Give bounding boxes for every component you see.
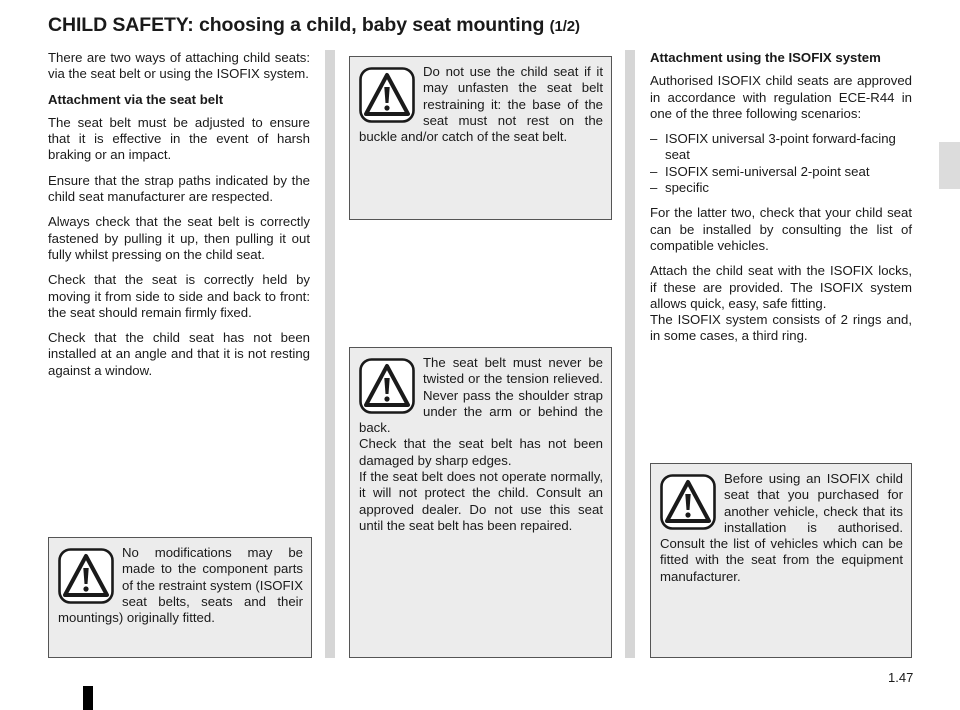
- list-marker: –: [650, 180, 658, 196]
- paragraph: Always check that the seat belt is correctly fastened by pulling it up, then pulling it out fully whilst pressing on the child seat.: [48, 214, 310, 262]
- warning-box-isofix: [650, 463, 912, 658]
- warning-box-buckle: [349, 56, 612, 220]
- list-item: [650, 164, 912, 180]
- list-item-text: ISOFIX semi-universal 2-point seat: [665, 163, 870, 179]
- paragraph: Check that the seat is correctly held by moving it from side to side and back to front: the seat should remain firmly fixed.: [48, 272, 310, 320]
- paragraph: The seat belt must be adjusted to ensure that it is effective in the event of harsh braking or an impact.: [48, 114, 310, 163]
- warning-triangle-icon: [359, 67, 415, 125]
- paragraph: Ensure that the strap paths indicated by the child seat manufacturer are respected.: [48, 172, 310, 205]
- list-marker: –: [650, 131, 658, 147]
- page-title: [48, 14, 580, 37]
- warning-triangle-icon: [660, 474, 716, 532]
- column-divider: [325, 50, 335, 658]
- column-divider: [625, 50, 635, 658]
- paragraph: Check that the child seat has not been installed at an angle and that it is not resting against a window.: [48, 330, 310, 378]
- paragraph: Attach the child seat with the ISOFIX locks, if these are provided. The ISOFIX system allows quick, easy, safe fitting.: [650, 263, 912, 311]
- intro-paragraph: Authorised ISOFIX child seats are approved in accordance with regulation ECE-R44 in one of the three following scenarios:: [650, 73, 912, 121]
- warning-text: No modifications may be made to the component parts of the restraint system (ISOFIX seat belts, seats and their mountings) originally fitted.: [58, 545, 304, 626]
- warning-text: If the seat belt does not operate normally, it will not protect the child. Consult an approved dealer. Do not use this seat until the seat belt has been repaired.: [359, 469, 603, 533]
- left-column: [48, 50, 310, 388]
- isofix-heading: Attachment using the ISOFIX system: [650, 50, 881, 65]
- list-marker: –: [650, 163, 658, 179]
- warning-triangle-icon: [58, 548, 114, 606]
- warning-triangle-icon: [359, 358, 415, 416]
- list-item: [650, 180, 912, 196]
- warning-text: Do not use the child seat if it may unfasten the seat belt restraining it: the base of the seat must not rest on the buckle and/or catch of the seat belt.: [359, 64, 603, 145]
- paragraph: For the latter two, check that your child seat can be installed by consulting the list of compatible vehicles.: [650, 205, 912, 253]
- warning-text: Before using an ISOFIX child seat that you purchased for another vehicle, check that its installation is authorised. Consult the list of vehicles which can be fitted with the seat from the equipment manufacturer.: [660, 471, 903, 584]
- title-part: (1/2): [549, 18, 580, 35]
- right-column: [650, 50, 912, 354]
- warning-box-seat-belt: [349, 347, 612, 658]
- warning-text: Check that the seat belt has not been damaged by sharp edges.: [359, 436, 603, 468]
- list-item: [650, 131, 912, 164]
- page-number: 1.47: [888, 670, 914, 685]
- list-item-text: ISOFIX universal 3-point forward-facing seat: [665, 131, 896, 163]
- corner-marker: [83, 686, 93, 710]
- warning-box-modifications: [48, 537, 312, 658]
- list-item-text: specific: [665, 180, 709, 196]
- section-tab: [939, 142, 960, 189]
- seat-belt-heading: Attachment via the seat belt: [48, 91, 224, 107]
- intro-paragraph: There are two ways of attaching child seats: via the seat belt or using the ISOFIX system.: [48, 50, 310, 82]
- scenario-list: [650, 131, 912, 196]
- paragraph: The ISOFIX system consists of 2 rings and, in some cases, a third ring.: [650, 312, 912, 344]
- title-text: CHILD SAFETY: choosing a child, baby seat mounting: [48, 14, 545, 36]
- warning-text: The seat belt must never be twisted or the tension relieved. Never pass the shoulder strap under the arm or behind the back.: [359, 355, 603, 436]
